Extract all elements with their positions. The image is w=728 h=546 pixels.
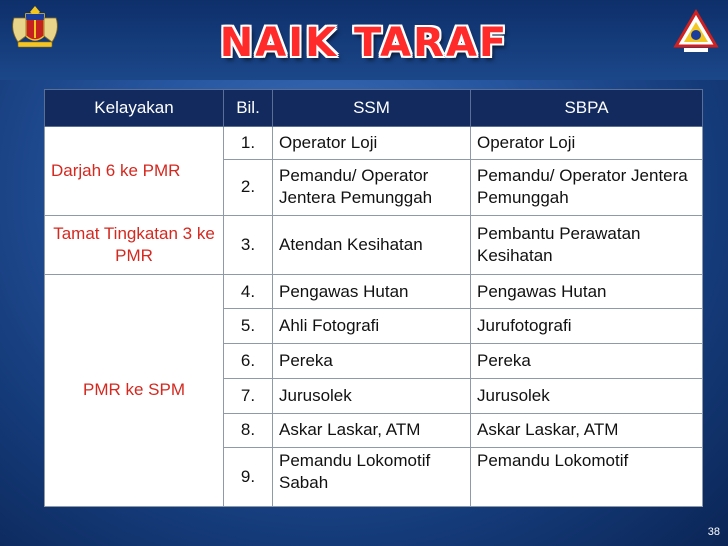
row-number: 1. [224, 127, 273, 160]
ssm-cell: Operator Loji [273, 127, 471, 160]
ssm-cell: Atendan Kesihatan [273, 216, 471, 275]
qualification-cell: Darjah 6 ke PMR [45, 127, 224, 216]
sbpa-cell: Jurusolek [471, 378, 703, 413]
row-number: 9. [224, 448, 273, 507]
ssm-cell: Jurusolek [273, 378, 471, 413]
sbpa-cell: Jurufotografi [471, 309, 703, 344]
sbpa-cell: Operator Loji [471, 127, 703, 160]
table-row [45, 216, 703, 275]
sbpa-cell: Pemandu Lokomotif [471, 448, 703, 507]
ssm-cell: Askar Laskar, ATM [273, 413, 471, 448]
ssm-cell: Pemandu Lokomotif Sabah [273, 448, 471, 507]
upgrade-table-container [44, 89, 702, 507]
row-number: 6. [224, 344, 273, 379]
qualification-cell: PMR ke SPM [45, 274, 224, 506]
sbpa-cell: Pembantu Perawatan Kesihatan [471, 216, 703, 275]
header-ssm: SSM [273, 90, 471, 127]
sbpa-cell: Pengawas Hutan [471, 274, 703, 309]
upgrade-table [44, 89, 703, 507]
table-row [45, 274, 703, 309]
header-sbpa: SBPA [471, 90, 703, 127]
sbpa-cell: Pereka [471, 344, 703, 379]
row-number: 3. [224, 216, 273, 275]
qualification-cell: Tamat Tingkatan 3 ke PMR [45, 216, 224, 275]
ssm-cell: Pengawas Hutan [273, 274, 471, 309]
header-kelayakan: Kelayakan [45, 90, 224, 127]
sbpa-cell: Askar Laskar, ATM [471, 413, 703, 448]
ssm-cell: Ahli Fotografi [273, 309, 471, 344]
row-number: 2. [224, 159, 273, 215]
slide-title: NAIK TARAF [219, 20, 509, 66]
sbpa-cell: Pemandu/ Operator Jentera Pemunggah [471, 159, 703, 215]
ssm-cell: Pemandu/ Operator Jentera Pemunggah [273, 159, 471, 215]
table-row [45, 127, 703, 160]
header-bil: Bil. [224, 90, 273, 127]
row-number: 7. [224, 378, 273, 413]
row-number: 4. [224, 274, 273, 309]
page-number: 38 [707, 526, 720, 538]
table-header-row [45, 90, 703, 127]
row-number: 8. [224, 413, 273, 448]
ssm-cell: Pereka [273, 344, 471, 379]
row-number: 5. [224, 309, 273, 344]
